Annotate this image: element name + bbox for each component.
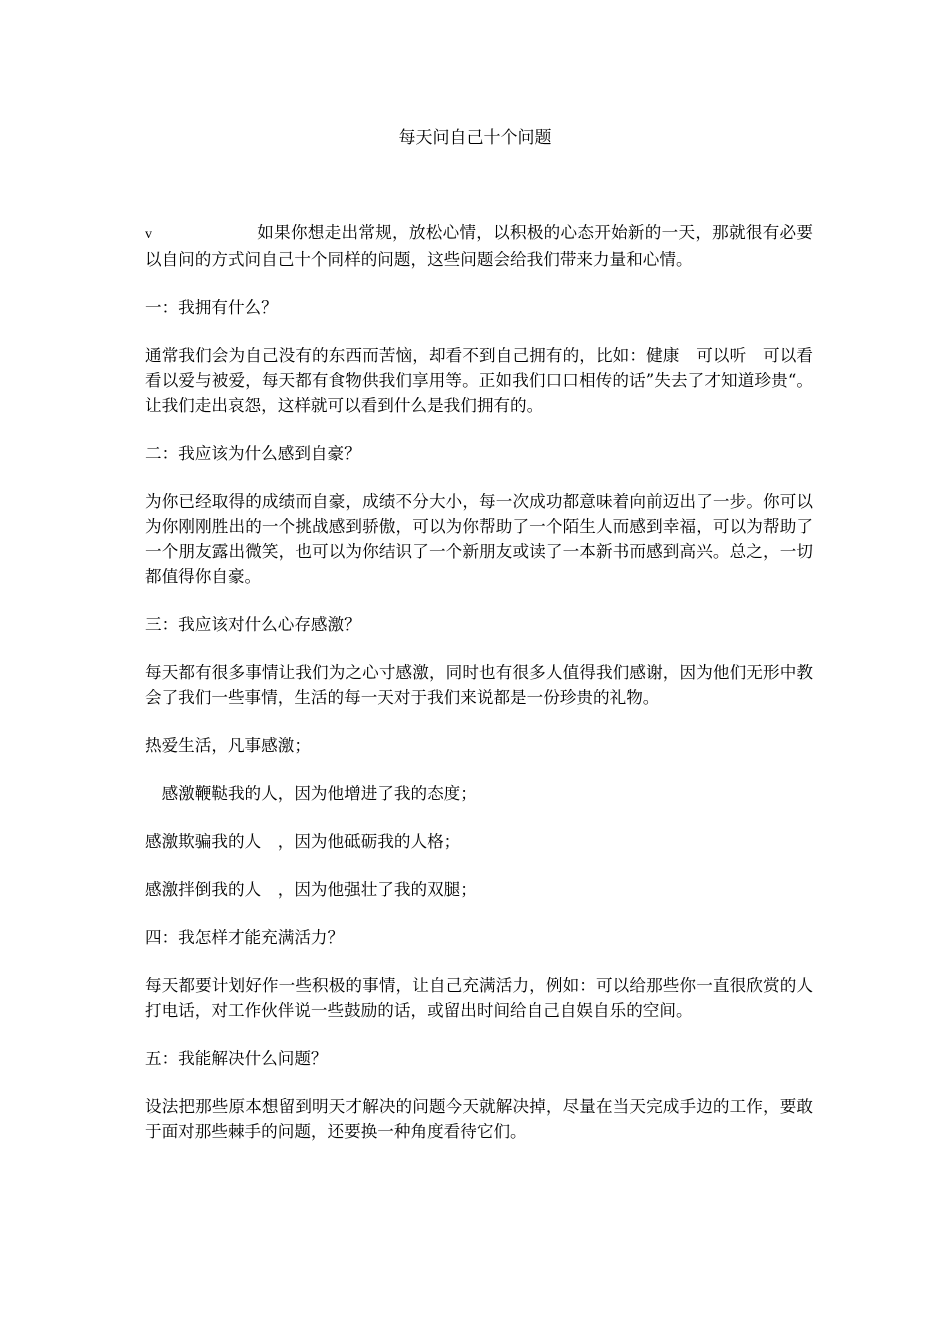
document-body	[145, 220, 830, 1167]
heading-question-2: 二：我应该为什么感到自豪？	[145, 444, 361, 463]
body-line: 感激鞭鞑我的人，因为他增进了我的态度；	[145, 784, 477, 803]
body-line: 感激拌倒我的人 ，因为他强壮了我的双腿；	[145, 880, 477, 899]
body-paragraph: 每天都要计划好作一些积极的事情，让自己充满活力，例如：可以给那些你一直很欣赏的人打电话，对工作伙伴说一些鼓励的话，或留出时间给自己自娱自乐的空间。	[145, 976, 813, 1020]
heading-question-3: 三：我应该对什么心存感激？	[145, 615, 361, 634]
body-paragraph: 通常我们会为自己没有的东西而苦恼，却看不到自己拥有的，比如：健康 可以听 可以看 看以爱与被爱，每天都有食物供我们享用等。正如我们口口相传的话”失去了才知道珍贵“。让我们走出哀怨，这样就可以看到什么是我们拥有的。	[145, 346, 830, 415]
body-line: 热爱生活，凡事感激；	[145, 736, 311, 755]
bullet-marker: v	[145, 227, 152, 242]
body-line: 感激欺骗我的人 ，因为他砥砺我的人格；	[145, 832, 461, 851]
intro-text: 如果你想走出常规，放松心情，以积极的心态开始新的一天，那就很有必要以自问的方式问自己十个同样的问题，这些问题会给我们带来力量和心情。	[145, 223, 813, 269]
body-paragraph: 设法把那些原本想留到明天才解决的问题今天就解决掉，尽量在当天完成手边的工作，要敢于面对那些棘手的问题，还要换一种角度看待它们。	[145, 1097, 813, 1141]
body-paragraph: 每天都有很多事情让我们为之心寸感激，同时也有很多人值得我们感谢，因为他们无形中教会了我们一些事情，生活的每一天对于我们来说都是一份珍贵的礼物。	[145, 663, 813, 707]
heading-question-5: 五：我能解决什么问题？	[145, 1049, 328, 1068]
intro-paragraph	[145, 220, 813, 272]
heading-question-4: 四：我怎样才能充满活力？	[145, 928, 345, 947]
document-title: 每天问自己十个问题	[398, 128, 552, 148]
heading-question-1: 一：我拥有什么？	[145, 298, 278, 317]
body-paragraph: 为你已经取得的成绩而自豪，成绩不分大小，每一次成功都意味着向前迈出了一步。你可以为你刚刚胜出的一个挑战感到骄傲，可以为你帮助了一个陌生人而感到幸福，可以为帮助了一个朋友露出微笑，也可以为你结识了一个新朋友或读了一本新书而感到高兴。总之，一切都值得你自豪。	[145, 492, 813, 586]
